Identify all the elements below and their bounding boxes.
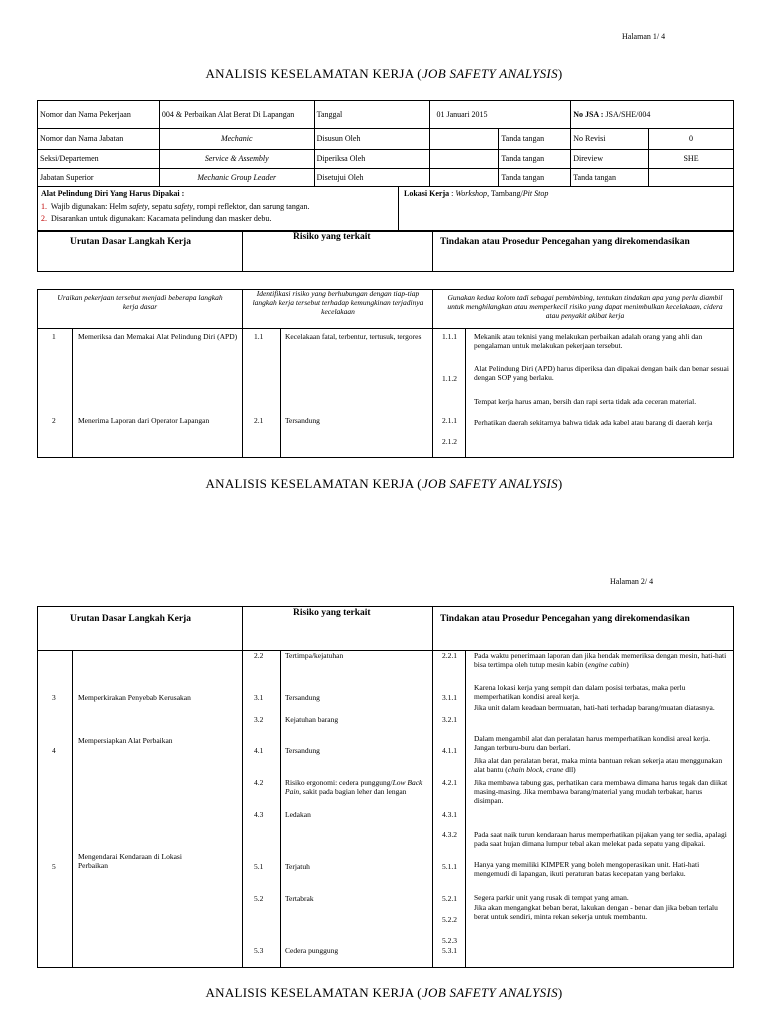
step-label: Menerima Laporan dari Operator Lapangan <box>78 416 210 425</box>
page-number-1: Halaman 1/ 4 <box>622 32 666 41</box>
action-text: Karena lokasi kerja yang sempit dan dalam posisi terbatas, maka perlu memperhatikan kondisi areal kerja. <box>474 683 686 701</box>
header-actions: Tindakan atau Prosedur Pencegahan yang direkomendasikan <box>440 614 690 624</box>
action-number: 5.3.1 <box>442 946 457 955</box>
signature-value <box>649 169 734 187</box>
header-steps: Urutan Dasar Langkah Kerja <box>70 237 191 247</box>
risk-label: Ledakan <box>285 810 311 819</box>
risk-label: Kejatuhan barang <box>285 715 339 724</box>
action-text: Hanya yang memiliki KIMPER yang boleh mengoperasikan unit. Hati-hati mengemudi di lapangan, ikuti peraturan batas kecepatan yang berlaku. <box>474 860 700 878</box>
action-number: 2.2.1 <box>442 651 457 660</box>
step-number: 4 <box>52 746 56 755</box>
footer-title-2: ANALISIS KESELAMATAN KERJA (JOB SAFETY ANALYSIS) <box>205 985 563 1000</box>
header-actions: Tindakan atau Prosedur Pencegahan yang direkomendasikan <box>440 237 690 247</box>
info-row-4 <box>38 169 734 187</box>
risk-number: 4.2 <box>254 778 264 787</box>
risk-number: 4.1 <box>254 746 264 755</box>
approved-by-value <box>430 169 499 187</box>
reviewed-value: SHE <box>649 150 734 169</box>
action-number: 1.1.2 <box>442 374 457 383</box>
action-text: Jika alat dan peralatan berat, maka minta bantuan rekan sekerja atau menggunakan alat bantu (chain block, crane dll) <box>474 756 723 774</box>
checked-by-label: Diperiksa Oleh <box>314 150 430 169</box>
prepared-by-value <box>430 129 499 150</box>
risk-label: Risiko ergonomi: cedera punggung/Low Back Pain, sakit pada bagian leher dan lengan <box>285 778 423 796</box>
prepared-by-label: Disusun Oleh <box>314 129 430 150</box>
department-label: Seksi/Departemen <box>38 150 160 169</box>
risk-number: 5.2 <box>254 894 264 903</box>
step-number: 2 <box>52 416 56 425</box>
header-steps: Urutan Dasar Langkah Kerja <box>70 614 191 624</box>
action-text: Alat Pelindung Diri (APD) harus diperiksa dan dipakai dengan baik dan benar sesuai dengan SOP yang berlaku. <box>474 364 729 382</box>
column-headers-2 <box>37 606 734 651</box>
subheader-steps: Uraikan pekerjaan tersebut menjadi beberapa langkah kerja dasar <box>57 293 223 311</box>
risk-number: 1.1 <box>254 332 264 341</box>
step-number: 5 <box>52 862 56 871</box>
risk-label: Tersandung <box>285 746 320 755</box>
job-label: Nomor dan Nama Pekerjaan <box>38 101 160 129</box>
risk-number: 3.2 <box>254 715 264 724</box>
risk-label: Tertimpa/kejatuhan <box>285 651 344 660</box>
date-value: 01 Januari 2015 <box>430 101 571 129</box>
apd-heading: Alat Pelindung Diri Yang Harus Dipakai : <box>41 189 185 198</box>
action-number: 3.2.1 <box>442 715 457 724</box>
signature-label: Tanda tangan <box>499 129 571 150</box>
reviewed-label: Direview <box>571 150 649 169</box>
work-location: Lokasi Kerja : Workshop, Tambang/Pit Stop <box>404 189 549 198</box>
position-value: Mechanic <box>159 129 314 150</box>
step-label: Mempersiapkan Alat Perbaikan <box>78 736 173 745</box>
action-number: 4.1.1 <box>442 746 457 755</box>
risk-number: 5.1 <box>254 862 264 871</box>
risk-label: Tertabrak <box>285 894 314 903</box>
superior-label: Jabatan Superior <box>38 169 160 187</box>
action-text: Jika akan mengangkat beban berat, lakukan dengan - benar dan jika beban terlalu berat untuk sendiri, minta rekan sekerja untuk membantu. <box>474 903 718 921</box>
action-text: Jika membawa tabung gas, perhatikan cara membawa dimana harus tegak dan diikat masing-masing. Jika membawa barang/material yang mudah terbakar, harus disimpan. <box>474 778 728 805</box>
date-label: Tanggal <box>314 101 430 129</box>
risk-number: 2.2 <box>254 651 264 660</box>
action-text: Tempat kerja harus aman, bersih dan rapi serta tidak ada ceceran material. <box>474 397 697 406</box>
action-number: 5.1.1 <box>442 862 457 871</box>
footer-title-1: ANALISIS KESELAMATAN KERJA (JOB SAFETY ANALYSIS) <box>205 476 563 491</box>
action-number: 5.2.2 <box>442 915 457 924</box>
action-text: Segera parkir unit yang rusak di tempat yang aman. <box>474 893 629 902</box>
action-number: 5.2.1 <box>442 894 457 903</box>
step-label: Mengendarai Kendaraan di Lokasi Perbaikan <box>78 852 182 870</box>
risk-label: Terjatuh <box>285 862 310 871</box>
department-value: Service & Assembly <box>159 150 314 169</box>
job-value: 004 & Perbaikan Alat Berat Di Lapangan <box>159 101 314 129</box>
info-row-1 <box>38 101 734 129</box>
risk-label: Tersandung <box>285 416 320 425</box>
action-text: Jika unit dalam keadaan bermuatan, hati-hati terhadap barang/muatan diatasnya. <box>474 703 715 712</box>
signature-label: Tanda tangan <box>499 150 571 169</box>
header-risks: Risiko yang terkait <box>293 608 371 618</box>
risk-label: Kecelakaan fatal, terbentur, tertusuk, tergores <box>285 332 422 341</box>
action-text: Pada saat naik turun kendaraan harus memperhatikan pijakan yang ter sedia, apalagi pada saat hujan dimana lumpur tebal akan melekat pada sepatu yang dipakai. <box>474 830 727 848</box>
risk-number: 4.3 <box>254 810 264 819</box>
risk-number: 5.3 <box>254 946 264 955</box>
step-number: 1 <box>52 332 56 341</box>
page-number-2: Halaman 2/ 4 <box>610 577 654 586</box>
action-number: 5.2.3 <box>442 936 457 945</box>
risk-label: Cedera punggung <box>285 946 339 955</box>
action-number: 2.1.1 <box>442 416 457 425</box>
position-label: Nomor dan Nama Jabatan <box>38 129 160 150</box>
step-number: 3 <box>52 693 56 702</box>
action-number: 1.1.1 <box>442 332 457 341</box>
approved-by-label: Disetujui Oleh <box>314 169 430 187</box>
superior-value: Mechanic Group Leader <box>159 169 314 187</box>
action-number: 4.3.2 <box>442 830 457 839</box>
step-label: Memeriksa dan Memakai Alat Pelindung Diri (APD) <box>78 332 238 341</box>
risk-label: Tersandung <box>285 693 320 702</box>
action-text: Pada waktu penerimaan laporan dan jika hendak memeriksa dengan mesin, hati-hati bisa tertimpa oleh tutup mesin kabin (engine cabin) <box>474 651 727 669</box>
signature-label: Tanda tangan <box>571 169 649 187</box>
subheader-risks: Identifikasi risiko yang berhubungan dengan tiap-tiap langkah kerja tersebut terhadap kemungkinan terjadinya kecelakaan <box>252 289 424 316</box>
action-number: 4.2.1 <box>442 778 457 787</box>
action-number: 3.1.1 <box>442 693 457 702</box>
action-number: 4.3.1 <box>442 810 457 819</box>
info-row-3 <box>38 150 734 169</box>
risk-number: 2.1 <box>254 416 264 425</box>
jsa-number: No JSA : JSA/SHE/004 <box>571 101 734 129</box>
action-text: Mekanik atau teknisi yang melakukan perbaikan adalah orang yang ahli dan pengalaman untuk melakukan pekerjaan tersebut. <box>474 332 703 350</box>
action-number: 2.1.2 <box>442 437 457 446</box>
apd-list: Alat Pelindung Diri Yang Harus Dipakai : 1. Wajib digunakan: Helm safety, sepatu safety, rompi reflektor, dan sarung tangan. 2. Disarankan untuk digunakan: Kacamata pelindung dan masker debu. <box>41 189 396 224</box>
subheader-actions: Gunakan kedua kolom tadi sebagai pembimbing, tentukan tindakan apa yang perlu diambil untuk menghilangkan atau memperkecil risiko yang dapat menimbulkan kecelakaan, cidera atau penyakit akibat kerja <box>447 293 723 320</box>
info-table <box>37 100 734 187</box>
checked-by-value <box>430 150 499 169</box>
page-title-1: ANALISIS KESELAMATAN KERJA (JOB SAFETY ANALYSIS) <box>205 66 563 81</box>
header-risks: Risiko yang terkait <box>293 232 371 242</box>
step-label: Memperkirakan Penyebab Kerusakan <box>78 693 191 702</box>
info-row-2 <box>38 129 734 150</box>
revision-label: No Revisi <box>571 129 649 150</box>
action-text: Perhatikan daerah sekitarnya bahwa tidak ada kabel atau barang di daerah kerja <box>474 418 713 427</box>
risk-number: 3.1 <box>254 693 264 702</box>
action-text: Dalam mengambil alat dan peralatan harus memperhatikan kondisi areal kerja. Jangan terburu-buru dan berlari. <box>474 734 711 752</box>
revision-value: 0 <box>649 129 734 150</box>
signature-label: Tanda tangan <box>499 169 571 187</box>
